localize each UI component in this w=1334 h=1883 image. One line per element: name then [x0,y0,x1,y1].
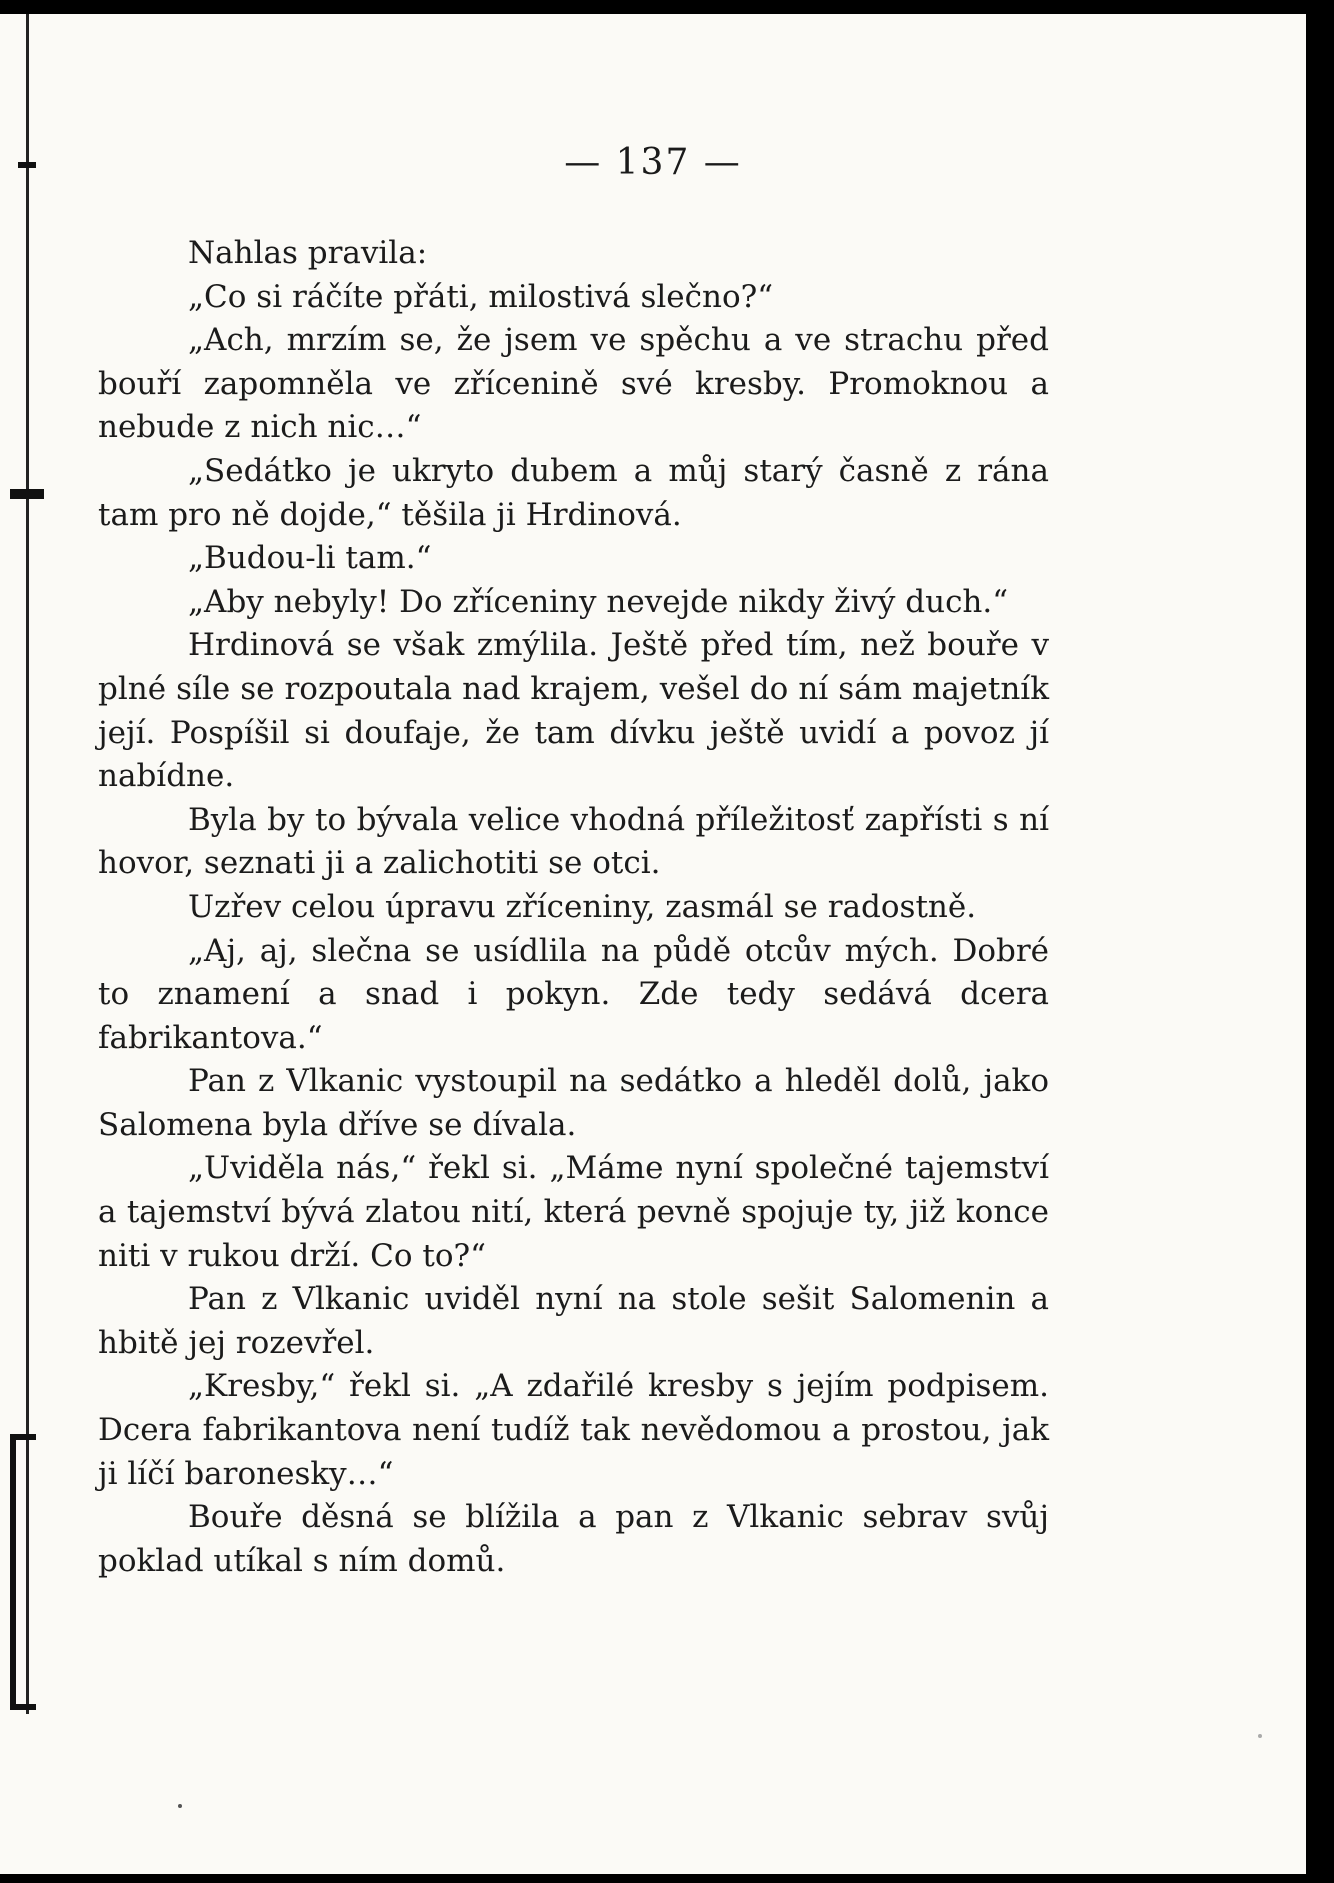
binding-mark-bracket [10,1434,16,1709]
book-page [0,14,1306,1874]
binding-mark-middle [10,489,44,499]
paragraph: Pan z Vlkanic uviděl nyní na stole sešit Salomenin a hbitě jej rozevřel. [98,1281,1049,1361]
paragraph: „Uviděla nás,“ řekl si. „Máme nyní společné tajemství a tajemství bývá zlatou nití, která pevně spojuje ty, již konce niti v rukou drží. Co to?“ [98,1150,1049,1274]
paragraph: Pan z Vlkanic vystoupil na sedátko a hleděl dolů, jako Salomena byla dříve se dívala. [98,1063,1049,1143]
paragraph: „Budou-li tam.“ [188,540,432,577]
paragraph: „Aj, aj, slečna se usídlila na půdě otcův mých. Dobré to znamení a snad i pokyn. Zde tedy sedává dcera fabrikantova.“ [98,932,1049,1056]
body-text [98,232,1049,1583]
binding-mark-bracket-bottom [10,1704,36,1710]
paragraph: „Sedátko je ukryto dubem a můj starý časně z rána tam pro ně dojde,“ těšila ji Hrdinová. [98,452,1049,533]
paragraph: „Ach, mrzím se, že jsem ve spěchu a ve strachu před bouří zapomněla ve zřícenině své kresby. Promoknou a nebude z nich nic…“ [98,322,1049,446]
paragraph: Nahlas pravila: [188,235,428,271]
binding-edge-line [26,14,29,1714]
paragraph: „Co si ráčíte přáti, milostivá slečno?“ [188,278,774,315]
paragraph: „Aby nebyly! Do zříceniny nevejde nikdy živý duch.“ [188,583,1009,620]
print-speck [178,1804,182,1808]
paragraph: Hrdinová se však zmýlila. Ještě před tím, než bouře v plné síle se rozpoutala nad krajem, vešel do ní sám majetník její. Pospíšil si doufaje, že tam dívku ještě uvidí a povoz jí nabídne. [98,627,1049,795]
paragraph: „Kresby,“ řekl si. „A zdařilé kresby s jejím podpisem. Dcera fabrikantova není tudíž tak nevědomou a prostou, jak ji líčí baronesky…“ [98,1368,1049,1492]
paragraph: Uzřev celou úpravu zříceniny, zasmál se radostně. [188,888,977,925]
print-speck [1258,1734,1262,1738]
binding-mark-bracket-top [10,1434,36,1440]
paragraph: Byla by to bývala velice vhodná příležitosť zapřísti s ní hovor, seznati ji a zalichotiti se otci. [98,801,1049,882]
paragraph: Bouře děsná se blížila a pan z Vlkanic sebrav svůj poklad utíkal s ním domů. [98,1499,1049,1579]
page-number: — 137 — [564,142,742,183]
